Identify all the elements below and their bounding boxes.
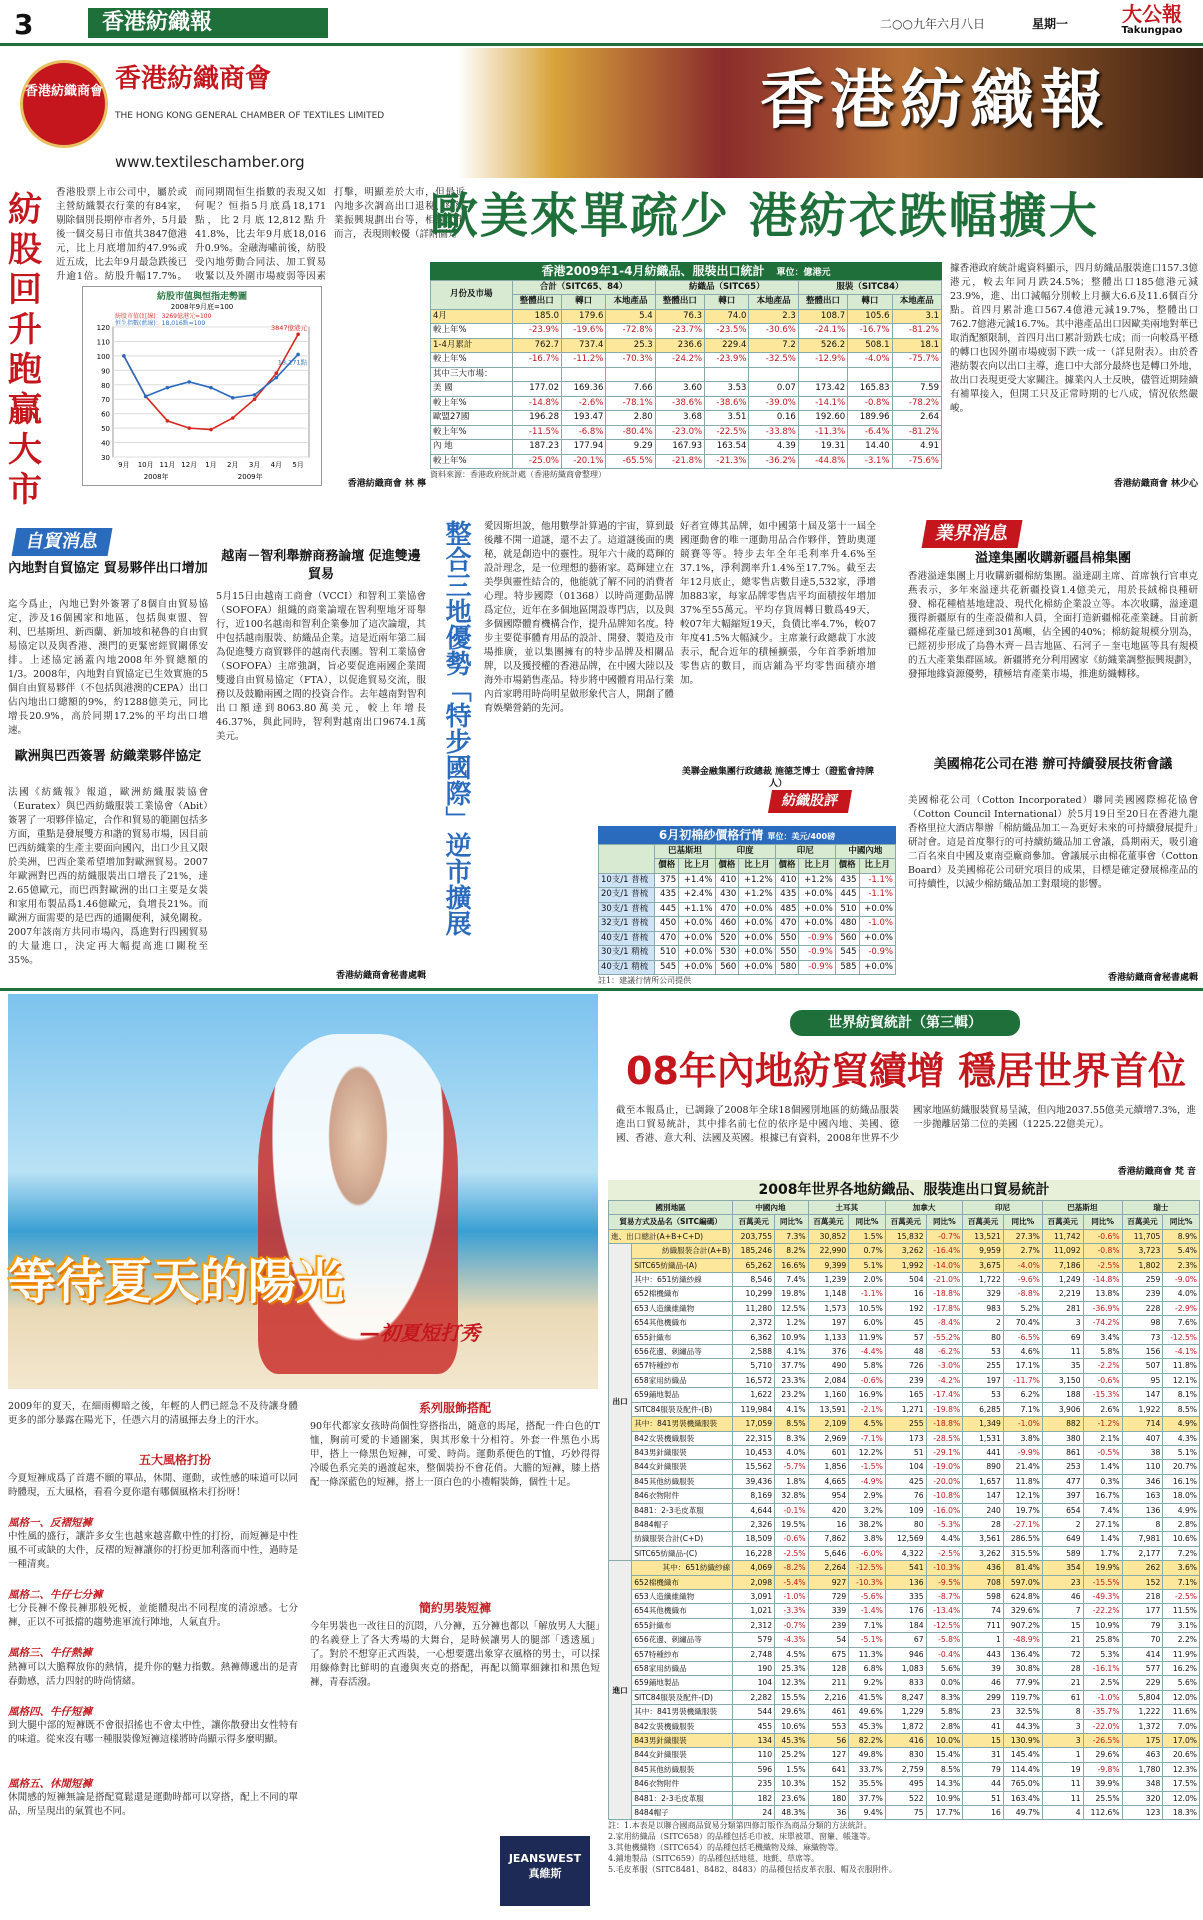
table-row: 842女裝機織服裝 22,315 8.3% 2,969 -7.1% 173 -28.5% 1,531 3.8% 380 2.1% 407 4.3% bbox=[609, 1431, 1200, 1445]
chart-subtitle: 2008年9月底=100 bbox=[170, 303, 234, 311]
table-row: 進、出口總計(A+B+C+D) 203,755 7.3% 30,852 1.5% 15,832 -0.7% 13,521 27.3% 11,742 -0.6% 11,705 8.9% bbox=[609, 1229, 1200, 1243]
x-tick-label: 1月 bbox=[205, 461, 217, 469]
data-point bbox=[166, 386, 170, 390]
style3-heading: 風格三、牛仔熱褲 bbox=[8, 1647, 92, 1660]
table-row: 656花邊、刺繡品等 2,588 4.1% 376 -4.4% 48 -6.2% 53 4.6% 11 5.8% 156 -4.1% bbox=[609, 1345, 1200, 1359]
table-row: 8481：2-3毛皮革服 4,644 -0.1% 420 3.2% 109 -16.0% 240 19.7% 654 7.4% 136 4.9% bbox=[609, 1503, 1200, 1517]
table-row: 654其他機織布 1,021 -3.3% 339 -1.4% 176 -13.4% 74 329.6% 7 -22.2% 177 11.5% bbox=[609, 1604, 1200, 1618]
data-point bbox=[231, 396, 235, 400]
table-row: 653人造纖維織物 11,280 12.5% 1,573 10.5% 192 -17.8% 983 5.2% 281 -36.9% 228 -2.9% bbox=[609, 1301, 1200, 1315]
table-row: 其中：651紡織紗線 8,546 7.4% 1,239 2.0% 504 -21.0% 1,722 -9.6% 1,249 -14.8% 259 -9.0% bbox=[609, 1273, 1200, 1287]
table-row: 652棉機織布 10,299 19.8% 1,148 -1.1% 16 -18.8% 329 -8.8% 2,219 13.8% 239 4.0% bbox=[609, 1287, 1200, 1301]
banner-title: 香港紡織報 bbox=[760, 63, 1110, 138]
data-point bbox=[296, 353, 300, 357]
table-row: 657特種紗布 2,748 4.5% 675 11.3% 946 -0.4% 443 136.4% 72 5.3% 414 11.9% bbox=[609, 1647, 1200, 1661]
table-row: 較上年% -14.8% -2.6% -78.1% -38.6% -38.6% -39.0% -14.1% -0.8% -78.2% bbox=[431, 396, 942, 410]
t1-corner: 月份及市場 bbox=[431, 281, 513, 310]
t1-sub-5: 本地產品 bbox=[749, 295, 798, 309]
fabric-table-container bbox=[598, 826, 896, 986]
table-row: 1-4月累計 762.7 737.4 25.3 236.6 229.4 7.2 526.2 508.1 18.1 bbox=[431, 338, 942, 352]
y-tick-label: 120 bbox=[96, 324, 110, 332]
summer-subtitle: —初夏短打秀 bbox=[360, 1321, 480, 1345]
newspaper-logo: 大公報 Takungpao bbox=[1121, 2, 1183, 36]
ziwu-h1: 內地對自貿協定 貿易夥伴出口增加 bbox=[8, 561, 208, 576]
y-tick-label: 100 bbox=[96, 352, 110, 361]
style1-heading: 風格一、反褶短褲 bbox=[8, 1517, 92, 1529]
world-pill: 世界紡貿統計（第三輯） bbox=[790, 1010, 1020, 1036]
data-point bbox=[209, 428, 213, 432]
y-tick-label: 40 bbox=[101, 439, 110, 448]
table-row: 20支/1 普梳 435 +2.4% 430 +1.2% 435 +0.0% 445 -1.1% bbox=[599, 888, 896, 902]
table-row: 655針織布 2,312 -0.7% 239 7.1% 184 -12.5% 711 907.2% 15 10.9% 79 3.1% bbox=[609, 1618, 1200, 1632]
style2-heading: 風格二、牛仔七分褲 bbox=[8, 1589, 103, 1602]
x-group-label: 2009年 bbox=[237, 473, 263, 481]
lead-headline: 歐美來單疏少 港紡衣跌幅擴大 bbox=[430, 188, 1099, 244]
table1 bbox=[430, 280, 942, 469]
table-row: 656花邊、刺繡品等 579 -4.3% 54 -5.1% 67 -5.8% 1 -48.9% 21 25.8% 70 2.2% bbox=[609, 1633, 1200, 1647]
fabric-title-bar bbox=[598, 826, 896, 844]
table-row: 844女針織服裝 110 25.2% 127 49.8% 830 15.4% 31 145.4% 1 29.6% 463 20.6% bbox=[609, 1748, 1200, 1762]
fabric-table: 巴基斯坦 印度 印尼 中國內地 價格 比上月 價格 比上月 價格 比上月 價格 比上月 10支/1 普梳 375 +1.4% 410 +1.2% 410 +1.2% 435 -1.1% 20支/1 普梳 435 +2.4% 430 +1.2% 435 +0.0% 445 -1.1% 30支/1 普梳 445 +1.1% 470 +0.0% 485 +0.0% 510 +0.0% 32支/1 普梳 450 +0.0% 460 +0.0% 470 +0.0% 480 -1.0% 40支/1 普梳 470 +0.0% 520 +0.0% 550 -0.9% 560 +0.0% 30支/1 精梳 510 +0.0% 530 +0.0% 550 -0.9% 545 -0.9% 40支/1 精梳 545 +0.0% 560 +0.0% 580 -0.9% 585 +0.0% bbox=[598, 844, 896, 975]
lead-body: 據香港政府統計處資料顯示，四月紡織品服裝進口157.3億港元，較去年同月跌24.5%；整體出口185億港元減23.9%，進、出口減幅分別較上月擴大6.6及11.6個百分點。首四月累計進口567.4億港元減19.7%，整體出口762.7億港元減16.7%。其中港產品出口因歐美兩地對華已取消配額限制，首四月出口累計勁跌七成；而一向較爲平穩的轉口也因外圍市場疲弱下跌一成一（詳見附表）。由於香港紡製衣向以出口主導，進口中大部分最終也是轉口外地，故出口表現更受大家關注。據業內人士反映，儘管近期陸續有補單接入，但開工只及正常時期的七八成，情況依然嚴峻。 bbox=[950, 263, 1198, 414]
x-tick-label: 12月 bbox=[181, 461, 198, 469]
table-row: 30支/1 普梳 445 +1.1% 470 +0.0% 485 +0.0% 510 +0.0% bbox=[599, 902, 896, 916]
table-row: 843男針織服裝 10,453 4.0% 601 12.2% 51 -29.1% 441 -9.9% 861 -0.5% 38 5.1% bbox=[609, 1445, 1200, 1459]
table-row: 其中：841男裝機織服裝 17,059 8.5% 2,109 4.5% 255 -18.8% 1,349 -1.0% 882 -1.2% 714 4.9% bbox=[609, 1417, 1200, 1431]
summer-body1: 今夏短褲成爲了首選不願的單品，休閒、運動，或性感的味道可以同時體現，五大風格，看看今夏你還有哪個風格未打扮呀！ bbox=[8, 1473, 298, 1498]
ziwu-h3: 越南－智利舉辦商務論壇 促進雙邊貿易 bbox=[221, 549, 421, 582]
y-tick-label: 30 bbox=[101, 454, 110, 462]
summer-intro: 2009年的夏天，在細雨柳暗之後，年輕的人們已經急不及待讓身體更多的部分暴露在陽光下，任憑六月的清風揮去身上的汗水。 bbox=[8, 1401, 298, 1426]
data-label: 18,171點 bbox=[277, 358, 307, 367]
table2-note: 註：1.本表是以聯合國商品貿易分類第四修訂版作為商品分類的方法統計。 bbox=[608, 1821, 872, 1831]
table-row: 8481：2-3毛皮革服 182 23.6% 180 37.7% 522 10.9% 51 163.4% 11 25.5% 320 12.0% bbox=[609, 1791, 1200, 1805]
chart-stock-value bbox=[82, 286, 322, 486]
table-row: SITC84服裝及配件-(B) 119,984 4.1% 13,591 -2.1% 1,271 -19.8% 6,285 7.1% 3,906 2.6% 1,922 8.5% bbox=[609, 1402, 1200, 1416]
y-tick-label: 80 bbox=[101, 381, 110, 390]
x-tick-label: 9月 bbox=[118, 461, 130, 469]
t1-group-1: 紡織品（SITC65） bbox=[655, 281, 798, 295]
t1-sub-2: 本地產品 bbox=[606, 295, 655, 309]
x-tick-label: 4月 bbox=[270, 461, 283, 469]
fabric-group-2: 印尼 bbox=[775, 845, 835, 859]
table-row: 40支/1 精梳 545 +0.0% 560 +0.0% 580 -0.9% 585 +0.0% bbox=[599, 960, 896, 974]
fabric-group-3: 中國內地 bbox=[835, 845, 895, 859]
style2-body: 七分長褲不像長褲那般死板，並能體現出不同程度的清涼感。七分褲，正以不可抵擋的趨勢進軍流行陣地，人氣直升。 bbox=[8, 1603, 298, 1629]
data-point bbox=[275, 371, 279, 375]
brand-cn: 真維斯 bbox=[528, 1866, 562, 1880]
ziwu-byline: 香港紡織商會秘書處輯 bbox=[335, 971, 426, 981]
t1-group-0: 合計（SITC65、84） bbox=[512, 281, 655, 295]
table-row: 842女裝機織服裝 455 10.6% 553 45.3% 1,872 2.8% 41 44.3% 3 -22.0% 1,372 7.0% bbox=[609, 1719, 1200, 1733]
summer-body2: 90年代都家女孩時尚個性穿搭指出，隨意的馬尾，搭配一件白色的T恤，胸前可愛的卡通圖案，與其形象十分相符。外套一件黑色小馬甲，搭上一條黑色短褲，可愛、時尚。運動系便色的T恤，巧妙得得冷暖色系完美的過渡起來，整個裝扮不會花俏。大膽的短褲，膝上搭配一條深藍色的短褲，搭上一頂白色的小禮帽裝飾，個性十足。 bbox=[310, 1421, 600, 1488]
data-point bbox=[253, 397, 257, 401]
table1-title: 香港2009年1-4月紡織品、服裝出口統計 bbox=[541, 264, 765, 278]
summer-styles bbox=[8, 1516, 298, 1916]
table-row: SITC65紡織品-(C) 16,228 -2.5% 5,646 -6.0% 4,322 -2.5% 3,262 315.5% 589 1.7% 2,177 7.2% bbox=[609, 1546, 1200, 1560]
industry-h1: 溢達集團收購新疆昌棉集團 bbox=[974, 551, 1131, 566]
table-row: 655針織布 6,362 10.9% 1,133 11.9% 57 -55.2% 80 -6.5% 69 3.4% 73 -12.5% bbox=[609, 1330, 1200, 1344]
table-row: 846衣物附件 235 10.3% 152 35.5% 495 14.3% 44 765.0% 11 39.9% 348 17.5% bbox=[609, 1777, 1200, 1791]
table-row: 658家用紡織品 190 25.3% 128 6.8% 1,083 5.6% 39 30.8% 28 -16.1% 577 16.2% bbox=[609, 1662, 1200, 1676]
t2-corner: 國別地區 bbox=[609, 1201, 733, 1215]
data-point bbox=[275, 376, 279, 380]
table-row: 進口 其中：651紡織紗線 4,069 -8.2% 2,264 -12.5% 541 -10.3% 436 81.4% 354 19.9% 262 3.6% bbox=[609, 1561, 1200, 1575]
style5-body: 休閒感的短褲無論是搭配寬鬆還是運動時都可以穿搭，配上不同的單品，所呈現出的氣質也不同。 bbox=[8, 1791, 298, 1817]
t1-sub-4: 轉口 bbox=[705, 295, 749, 309]
table-row: 653人造纖維織物 3,091 -1.0% 729 -5.6% 335 -8.7% 598 624.8% 46 -49.3% 218 -2.5% bbox=[609, 1589, 1200, 1603]
table-row: 658家用紡織品 16,572 23.3% 2,084 -0.6% 239 -4.2% 197 -11.7% 3,150 -0.6% 95 12.1% bbox=[609, 1373, 1200, 1387]
industry-tag: 業界消息 bbox=[922, 520, 1023, 548]
feature-vertical-title: 整合三地優勢「特步國際」逆市擴展 bbox=[441, 520, 472, 936]
t2-country-1: 土耳其 bbox=[808, 1201, 885, 1215]
table-row: 其中三大市場： bbox=[431, 367, 942, 381]
t2-country-0: 中國內地 bbox=[733, 1201, 808, 1215]
legend-entry: 恒生指數(藍線)：18,016點=100 bbox=[115, 320, 206, 327]
table-row: 出口 紡織服裝合計(A+B) 185,246 8.2% 22,990 0.7% 3,262 -16.4% 9,959 2.7% 11,092 -0.8% 3,723 5.4% bbox=[609, 1244, 1200, 1258]
issue-date: 二○○九年六月八日 bbox=[880, 17, 985, 31]
table-row: 其中：841男裝機織服裝 544 29.6% 461 49.6% 1,229 5.8% 23 32.5% 8 -35.7% 1,222 11.6% bbox=[609, 1705, 1200, 1719]
chamber-name-en: THE HONG KONG GENERAL CHAMBER OF TEXTILES LIMITED bbox=[115, 111, 385, 121]
story1-body: 香港股票上市公司中，屬於或主營紡織製衣行業的有84家，剔除個別長期停市者外，5月最後一個交易日市值共3847億港元，比上月底增加約47.9%或近五成，比去年9月最急跌後已升逾1倍。紡股升幅17.7%。而同期間恒生指數的表現又如何呢？恒指5月底爲18,171點，比2月底12,812點升41.8%，比去年9月底18,016升0.9%。金融海嘯前後，紡股受內地勞動合同法、加工貿易收緊以及外圍市場疲弱等因素打擊，明顯差於大市，但最近內地多次調高出口退稅、紡織業振興規劃出台等，相對大市而言，表現則較優（詳附圖）。 bbox=[56, 187, 465, 282]
style3-body: 熱褲可以大膽釋放你的熱情，提升你的魅力指數。熱褲傳遞出的是青春動感，活力四射的時尚情緒。 bbox=[8, 1661, 298, 1687]
issue-weekday: 星期一 bbox=[1032, 17, 1069, 31]
table-row: 較上年% -11.5% -6.8% -80.4% -23.0% -22.5% -33.8% -11.3% -6.4% -81.2% bbox=[431, 425, 942, 439]
t1-sub-3: 整體出口 bbox=[655, 295, 704, 309]
t1-sub-7: 轉口 bbox=[848, 295, 892, 309]
table-row: SITC84服裝及配件-(D) 2,282 15.5% 2,216 41.5% 8,247 8.3% 299 119.7% 61 -1.0% 5,804 12.0% bbox=[609, 1690, 1200, 1704]
table-row: 10支/1 普梳 375 +1.4% 410 +1.2% 410 +1.2% 435 -1.1% bbox=[599, 873, 896, 887]
table1-container bbox=[430, 262, 942, 510]
table-row: 美 國 177.02 169.36 7.66 3.60 3.53 0.07 173.42 165.83 7.59 bbox=[431, 382, 942, 396]
ziwu-body1: 迄今爲止，內地已對外簽署了8個自由貿易協定，涉及16個國家和地區，包括與東盟、智利、巴基斯坦、新西蘭、新加坡和秘魯的自由貿易協定以及與香港、澳門的更緊密經貿關係安排。上述協定涵蓋內地2008年外貿總額的1/3。2008年，內地對自貿協定已生效實施的5個自由貿易夥伴（不包括與港澳的CEPA）出口佔內地出口總額的9%，約1288億美元，同比增長20.9%，高於同期17.2%的平均出口增速。 bbox=[8, 599, 208, 736]
table-row: 844女針織服裝 15,562 -5.7% 1,856 -1.5% 104 -19.0% 890 21.4% 253 1.4% 110 20.7% bbox=[609, 1460, 1200, 1474]
data-point bbox=[209, 386, 213, 390]
ziwu-tag: 自貿消息 bbox=[12, 528, 113, 556]
t1-sub-1: 轉口 bbox=[561, 295, 605, 309]
t1-sub-0: 整體出口 bbox=[512, 295, 561, 309]
table2-note: 2.家用紡織品（SITC658）的品種包括毛巾被、床單被罩、窗簾、帳篷等。 bbox=[608, 1832, 875, 1842]
summer-h1: 五大風格打扮 bbox=[138, 1453, 211, 1467]
industry-byline: 香港紡織商會秘書處輯 bbox=[1107, 973, 1198, 983]
table-row: 內 地 187.23 177.94 9.29 167.93 163.54 4.39 19.31 14.40 4.91 bbox=[431, 440, 942, 454]
table-row: SITC65紡織品-(A) 65,262 16.6% 9,399 5.1% 1,992 -14.0% 3,675 -4.0% 7,186 -2.5% 1,802 2.3% bbox=[609, 1258, 1200, 1272]
table2-title-bar bbox=[608, 1180, 1200, 1200]
data-point bbox=[253, 393, 257, 397]
table-row: 8484帽子 24 48.3% 36 9.4% 75 17.7% 16 49.7% 4 112.6% 123 18.3% bbox=[609, 1806, 1200, 1820]
story1-headline: 紡股回升 跑贏大市 bbox=[8, 190, 42, 510]
brand-en: JEANSWEST bbox=[508, 1852, 582, 1865]
table-row: 654其他機織布 2,372 1.2% 197 6.0% 45 -8.4% 2 70.4% 3 -74.2% 98 7.6% bbox=[609, 1316, 1200, 1330]
summer-body3: 今年男裝也一改往日的沉悶，八分褲，五分褲也都以「解放男人大腿」的名義登上了各大秀場的大舞台，是時候讓男人的腿部「透透風」了。對於不想穿正式西裝，一心想要選出象穿衣風格的男士，可以採用線條對比鮮明的直邊與夾克的搭配，再配以簡單細鍊扣和黑色短褲，青春活潑。 bbox=[310, 1621, 600, 1688]
data-point bbox=[166, 419, 170, 423]
feature-byline: 美聯金融集團行政總裁 施德芝博士（證監會持牌人） bbox=[681, 767, 875, 790]
feature-body2: 好者宣傳其品牌，如中國第十屆及第十一屆全國運動會的唯一運動用品合作夥伴，贊助奧運競賽等等。特步去年全年毛利率升4.6%至37.1%，淨利潤率升1.4%至17.7%。截至去年12月底止，總零售店數目達5,532家，淨增加883家，每家品牌零售店平均面積按年增加37%至55萬元。平均存貨周轉日數爲49天，較07年大幅縮短19天，負債比率4.7%，較07年度41.5%大幅減少。主席兼行政總裁丁水波表示，配合近年的積極擴張，今年首季新增加零售店的數目，而店鋪為平均零售面積亦增加。 bbox=[680, 521, 876, 686]
data-label: 3847億港元 bbox=[270, 324, 307, 333]
table-row: 659鋪地製品 1,622 23.2% 1,160 16.9% 165 -17.4% 53 6.2% 188 -15.3% 147 8.1% bbox=[609, 1388, 1200, 1402]
chamber-banner bbox=[0, 48, 1203, 178]
industry-body1: 香港溢達集團上月收購新疆棉紡集團。溢達副主席、首席執行官車克燕表示，多年來溢達共花新疆投資1.4億美元，用於長絨棉良種研發、棉花種植基地建設、現代化棉紡企業設立等。本次收購，溢達還獲得新疆原有的生產設備和人員，全面打造新疆棉花產業鏈。目前新疆棉花產量已經達到301萬噸，佔全國的40%；棉紡錠規模分別為，已經初步形成了烏魯木齊－昌吉地區、石河子－奎屯地區等具有規模的五大產業集群區域。新疆將充分利用國家《紡織業調整振興規劃》，發揮地緣資源優勢，積極培育產業市場，推進紡織轉移。 bbox=[908, 571, 1198, 680]
style5-heading: 風格五、休閒短褲 bbox=[8, 1777, 92, 1790]
table-row: 652棉機織布 2,098 -5.4% 927 -10.3% 136 -9.5% 708 597.0% 23 -15.5% 152 7.1% bbox=[609, 1575, 1200, 1589]
table1-unit: 單位：億港元 bbox=[776, 268, 831, 278]
story1-byline: 香港紡織商會 林 檸 bbox=[347, 479, 426, 489]
chamber-name-cn: 香港紡織商會 bbox=[115, 64, 272, 94]
feature-body: 愛因斯坦說，他用數學計算過的宇宙，算到最後離不開一道謎，還不去了。這道謎後面的奧秘，就是創造中的靈性。現年六十歲的葛輝的設計理念，是一位理想的藝術家。葛輝建立在美學與靈性結合的，他能就了解不同的消費者心理。特步國際（01368）以時尚運動品牌爲定位，近年在多個地區開設專門店，以及與多個國際體育機構合作，提升品牌知名度。特步主要從事體育用品的設計、開發、製造及市場推廣，並以集團擁有的特步品牌及相關品牌，以及獲授權的香港品牌，在中國大陸以及海外市場銷售產品。特步將中國體育用品行業內首家聘用時尚明星做形象代言人，開創了體育娛樂營銷的先河。 bbox=[484, 521, 675, 714]
chart-svg bbox=[83, 287, 321, 485]
table2-title: 2008年世界各地紡織品、服裝進出口貿易統計 bbox=[758, 1182, 1050, 1198]
table-row: 4月 185.0 179.6 5.4 76.3 74.0 2.3 108.7 105.6 3.1 bbox=[431, 309, 942, 323]
page-number: 3 bbox=[14, 6, 50, 40]
table-row: 843男針織服裝 134 45.3% 56 82.2% 416 10.0% 15 130.9% 3 -26.5% 175 17.0% bbox=[609, 1734, 1200, 1748]
x-tick-label: 3月 bbox=[248, 461, 261, 469]
ziwu-h2: 歐洲與巴西簽署 紡織業夥伴協定 bbox=[14, 749, 202, 764]
chart-title: 紡股市值與恒指走勢圖 bbox=[156, 292, 248, 302]
y-tick-label: 70 bbox=[101, 396, 110, 405]
table-row: 8484帽子 2,326 19.5% 16 38.2% 80 -5.3% 28 -27.1% 2 27.1% 8 2.8% bbox=[609, 1517, 1200, 1531]
summer-h2: 系列服飾搭配 bbox=[418, 1401, 491, 1415]
fabric-group-0: 巴基斯坦 bbox=[655, 845, 715, 859]
data-point bbox=[122, 354, 126, 358]
table-row: 845其他紡織服裝 596 1.5% 641 33.7% 2,759 8.5% 79 114.4% 19 -9.8% 1,780 12.3% bbox=[609, 1762, 1200, 1776]
lead-byline: 香港紡織商會 林少心 bbox=[1113, 479, 1198, 489]
style4-heading: 風格四、牛仔短褲 bbox=[8, 1705, 92, 1718]
data-point bbox=[296, 332, 300, 336]
summer-title: 等待夏天的陽光 bbox=[8, 1254, 345, 1310]
fabric-unit: 單位：美元/400磅 bbox=[767, 832, 836, 841]
world-byline: 香港紡織商會 梵 音 bbox=[1117, 1167, 1196, 1177]
table-row: 32支/1 普梳 450 +0.0% 460 +0.0% 470 +0.0% 480 -1.0% bbox=[599, 917, 896, 931]
ziwu-body3: 5月15日由越南工商會（VCCI）和智利工業協會（SOFOFA）組織的商業論壇在智利聖地牙哥舉行，近100名越南和智利企業參加了這次論壇，其中包括越南服裝、紡織品企業。這是近兩年第二屆為促進雙方商貿夥伴的越南代表團。智利工業協會（SOFOFA）主席強調，旨必要促進兩國企業間雙邊自由貿易協定（FTA），以促進貿易交流，服務以及鼓勵兩國之間的投資合作。去年越南對智利出口額達到8063.80萬美元，較上年增長46.37%，與此同時，智利對越南出口9674.1萬美元。 bbox=[216, 591, 426, 742]
fabric-note: 註1：建議行情所公司提供 bbox=[598, 976, 692, 986]
y-tick-label: 110 bbox=[96, 338, 110, 347]
section-divider bbox=[0, 988, 1203, 991]
t2-country-2: 加拿大 bbox=[885, 1201, 962, 1215]
table-row: 845其他紡織服裝 39,436 1.8% 4,665 -4.9% 425 -20.0% 1,657 11.8% 477 0.3% 346 16.1% bbox=[609, 1474, 1200, 1488]
table2-notes bbox=[608, 1820, 1200, 1875]
x-tick-label: 5月 bbox=[292, 461, 304, 469]
table-row: 較上年% -16.7% -11.2% -70.3% -24.2% -23.9% -32.5% -12.9% -4.0% -75.7% bbox=[431, 353, 942, 367]
table2: 國別地區 中國內地 土耳其 加拿大 印尼 巴基斯坦 瑞士 貿易方式及品名（SITC編碼） 百萬美元 同比% 百萬美元 同比% 百萬美元 同比% 百萬美元 同比% 百萬美元 同比% 百萬美元 同比% 進、出口總計(A+B+C+D) 203,755 7.3% 30,852 1.5% 15,832 -0.7% 13,521 27.3% 11,742 -0.6% 11,705 8.9% 出口 紡織服裝合計(A+B) 185,246 8.2% 22,990 0.7% 3,262 -16.4% 9,959 2.7% 11,092 -0.8% 3,723 5.4% SITC65紡織品-(A) 65,262 16.6% 9,399 5.1% 1,992 -14.0% 3,675 -4.0% 7,186 -2.5% 1,802 2.3% 其中：651紡織紗線 8,546 7.4% 1,239 2.0% 504 -21.0% 1,722 -9.6% 1,249 -14.8% 259 -9.0% 652棉機織布 10,299 19.8% 1,148 -1.1% 16 -18.8% 329 -8.8% 2,219 13.8% 239 4.0% 653人造纖維織物 11,280 12.5% 1,573 10.5% 192 -17.8% 983 5.2% 281 -36.9% 228 -2.9% 654其他機織布 2,372 1.2% 197 6.0% 45 -8.4% 2 70.4% 3 -74.2% 98 7.6% 655針織布 6,362 10.9% 1,133 11.9% 57 -55.2% 80 -6.5% 69 3.4% 73 -12.5% 656花邊、刺繡品等 2,588 4.1% 376 -4.4% 48 -6.2% 53 4.6% 11 5.8% 156 -4.1% 657特種紗布 5,710 37.7% 490 5.8% 726 -3.0% 255 17.1% 35 -2.2% 507 11.8% 658家用紡織品 16,572 23.3% 2,084 -0.6% 239 -4.2% 197 -11.7% 3,150 -0.6% 95 12.1% 659鋪地製品 1,622 23.2% 1,160 16.9% 165 -17.4% 53 6.2% 188 -15.3% 147 8.1% SITC84服裝及配件-(B) 119,984 4.1% 13,591 -2.1% 1,271 -19.8% 6,285 7.1% 3,906 2.6% 1,922 8.5% 其中：841男裝機織服裝 17,059 8.5% 2,109 4.5% 255 -18.8% 1,349 -1.0% 882 -1.2% 714 4.9% 842女裝機織服裝 22,315 8.3% 2,969 -7.1% 173 -28.5% 1,531 3.8% 380 2.1% 407 4.3% 843男針織服裝 10,453 4.0% 601 12.2% 51 -29.1% 441 -9.9% 861 -0.5% 38 5.1% 844女針織服裝 15,562 -5.7% 1,856 -1.5% 104 -19.0% 890 21.4% 253 1.4% 110 20.7% 845其他紡織服裝 39,436 1.8% 4,665 -4.9% 425 -20.0% 1,657 11.8% 477 0.3% 346 16.1% 846衣物附件 8,169 32.8% 954 2.9% 76 -10.8% 147 12.1% 397 16.7% 163 18.0% 8481：2-3毛皮革服 4,644 -0.1% 420 3.2% 109 -16.0% 240 19.7% 654 7.4% 136 4.9% 8484帽子 2,326 19.5% 16 38.2% 80 -5.3% 28 -27.1% 2 27.1% 8 2.8% 紡織服裝合計(C+D) 18,509 -0.6% 7,862 3.8% 12,569 4.4% 3,561 286.5% 649 1.4% 7,981 10.6% SITC65紡織品-(C) 16,228 -2.5% 5,646 -6.0% 4,322 -2.5% 3,262 315.5% 589 1.7% 2,177 7.2% 進口 其中：651紡織紗線 4,069 -8.2% 2,264 -12.5% 541 -10.3% 436 81.4% 354 19.9% 262 3.6% 652棉機織布 2,098 -5.4% 927 -10.3% 136 -9.5% 708 597.0% 23 -15.5% 152 7.1% 653人造纖維織物 3,091 -1.0% 729 -5.6% 335 -8.7% 598 624.8% 46 -49.3% 218 -2.5% 654其他機織布 1,021 -3.3% 339 -1.4% 176 -13.4% 74 329.6% 7 -22.2% 177 11.5% 655針織布 2,312 -0.7% 239 7.1% 184 -12.5% 711 907.2% 15 10.9% 79 3.1% 656花邊、刺繡品等 579 -4.3% 54 -5.1% 67 -5.8% 1 -48.9% 21 25.8% 70 2.2% 657特種紗布 2,748 4.5% 675 11.3% 946 -0.4% 443 136.4% 72 5.3% 414 11.9% 658家用紡織品 190 25.3% 128 6.8% 1,083 5.6% 39 30.8% 28 -16.1% 577 16.2% 659鋪地製品 104 12.3% 211 9.2% 833 0.0% 46 77.9% 21 2.5% 229 5.6% SITC84服裝及配件-(D) 2,282 15.5% 2,216 41.5% 8,247 8.3% 299 119.7% 61 -1.0% 5,804 12.0% 其中：841男裝機織服裝 544 29.6% 461 49.6% 1,229 5.8% 23 32.5% 8 -35.7% 1,222 11.6% 842女裝機織服裝 455 10.6% 553 45.3% 1,872 2.8% 41 44.3% 3 -22.0% 1,372 7.0% 843男針織服裝 134 45.3% 56 82.2% 416 10.0% 15 130.9% 3 -26.5% 175 17.0% 844女針織服裝 110 25.2% 127 49.8% 830 15.4% 31 145.4% 1 29.6% 463 20.6% 845其他紡織服裝 596 1.5% 641 33.7% 2,759 8.5% 79 114.4% 19 -9.8% 1,780 12.3% 846衣物附件 235 10.3% 152 35.5% 495 14.3% 44 765.0% 11 39.9% 348 17.5% 8481：2-3毛皮革服 182 23.6% 180 37.7% 522 10.9% 51 163.4% 11 25.5% 320 12.0% 8484帽子 24 48.3% 36 9.4% 75 17.7% 16 49.7% 4 112.6% 123 18.3% bbox=[608, 1200, 1200, 1820]
table-row: 歐盟27國 196.28 193.47 2.80 3.68 3.51 0.16 192.60 189.96 2.64 bbox=[431, 411, 942, 425]
table2-note: 5.毛皮革服（SITC8481、8482、8483）的品種包括皮革衣服、帽及衣服附件。 bbox=[608, 1865, 897, 1875]
data-point bbox=[187, 426, 191, 430]
jeanswest-logo bbox=[500, 1836, 590, 1906]
table1-source: 資料來源：香港政府統計處（香港紡織商會整理） bbox=[430, 470, 606, 480]
section-name: 香港紡織報 bbox=[88, 8, 328, 38]
t2-country-4: 巴基斯坦 bbox=[1042, 1201, 1122, 1215]
chamber-url[interactable]: www.textileschamber.org bbox=[115, 153, 305, 171]
table-row: 657特種紗布 5,710 37.7% 490 5.8% 726 -3.0% 255 17.1% 35 -2.2% 507 11.8% bbox=[609, 1359, 1200, 1373]
table1-title-bar bbox=[430, 262, 942, 280]
y-tick-label: 90 bbox=[101, 367, 110, 376]
table2-note: 3.其他機織物（SITC654）的品種包括毛機織物及絲、麻織物等。 bbox=[608, 1843, 843, 1853]
table-row: 659鋪地製品 104 12.3% 211 9.2% 833 0.0% 46 77.9% 21 2.5% 229 5.6% bbox=[609, 1676, 1200, 1690]
x-tick-label: 11月 bbox=[159, 461, 176, 469]
world-body: 截至本報爲止，已調錄了2008年全球18個國別地區的紡織品服裝進出口貿易統計，其中排名前七位的依序是中國內地、美國、德國、香港、意大利、法國及英國。根據已有資料，2008年世界不少國家地區紡織服裝貿易呈減，但內地2037.55億美元續增7.3%，進一步拋離居第二位的美國（1225.22億美元）。 bbox=[616, 1105, 1196, 1144]
fabric-group-1: 印度 bbox=[715, 845, 775, 859]
t1-group-2: 服裝（SITC84） bbox=[798, 281, 941, 295]
data-point bbox=[144, 395, 148, 399]
legend-entry: 紡股市值(紅線)：3269億港元=100 bbox=[115, 313, 212, 320]
plot-area bbox=[113, 327, 309, 457]
table-row: 較上年% -23.9% -19.6% -72.8% -23.7% -23.5% -30.6% -24.1% -16.7% -81.2% bbox=[431, 324, 942, 338]
x-group-label: 2008年 bbox=[143, 473, 169, 481]
table-row: 紡織服裝合計(C+D) 18,509 -0.6% 7,862 3.8% 12,569 4.4% 3,561 286.5% 649 1.4% 7,981 10.6% bbox=[609, 1532, 1200, 1546]
t2-country-5: 瑞士 bbox=[1122, 1201, 1199, 1215]
summer-h3: 簡約男裝短褲 bbox=[418, 1601, 491, 1615]
y-tick-label: 60 bbox=[101, 410, 110, 419]
fabric-tag: 紡織股評 bbox=[768, 790, 852, 813]
table-row: 40支/1 普梳 470 +0.0% 520 +0.0% 550 -0.9% 560 +0.0% bbox=[599, 931, 896, 945]
y-tick-label: 50 bbox=[101, 425, 110, 434]
style1-body: 中性風的盛行，讓許多女生也越來越喜歡中性的打扮，而短褲是中性風不可或缺的大件，反褶的短褲讓你的打扮更加利落而中性，過時是一種清爽。 bbox=[8, 1531, 298, 1571]
chamber-emblem: 香港紡織商會 bbox=[20, 60, 108, 148]
table-row: 較上年% -25.0% -20.1% -65.5% -21.8% -21.3% -36.2% -44.8% -3.1% -75.6% bbox=[431, 454, 942, 468]
x-tick-label: 10月 bbox=[137, 461, 154, 469]
industry-body2: 美國棉花公司（Cotton Incorporated）聯同美國國際棉花協會（Cotton Council International）於5月19日至20日在香港九龍香格里拉大酒店舉辦「棉紡織品加工－為更好未來的可持續發展提升」研討會。這是首度舉行的可持續紡織品加工會議，爲期兩天，吸引逾二百名來自中國及東南亞廠商參加。會議展示由棉花董事會（Cotton Board）及美國棉花公司研究項目的成果，目標是確定發展棉產品的可持續性，以減少棉紡織品加工對環境的影響。 bbox=[908, 795, 1198, 890]
t2-country-3: 印尼 bbox=[963, 1201, 1043, 1215]
data-point bbox=[231, 416, 235, 420]
world-headline: 08年內地紡貿續增 穩居世界首位 bbox=[625, 1049, 1187, 1093]
t1-sub-8: 本地產品 bbox=[892, 295, 941, 309]
table-row: 30支/1 精梳 510 +0.0% 530 +0.0% 550 -0.9% 545 -0.9% bbox=[599, 946, 896, 960]
story1-body-cont bbox=[330, 186, 430, 486]
table-row: 846衣物附件 8,169 32.8% 954 2.9% 76 -10.8% 147 12.1% 397 16.7% 163 18.0% bbox=[609, 1489, 1200, 1503]
data-point bbox=[187, 380, 191, 384]
t1-sub-6: 整體出口 bbox=[798, 295, 847, 309]
style4-body: 到大腿中部的短褲既不會很招搖也不會太中性，讓你散發出女性特有的味道。從來沒有哪一種服裝像短褲這樣將時尚顯示得多麼明顯。 bbox=[8, 1719, 298, 1745]
table2-container bbox=[608, 1180, 1200, 1875]
table2-note: 4.鋪地製品（SITC659）的品種包括地毯、地氈、草席等。 bbox=[608, 1854, 819, 1864]
fabric-title: 6月初棉紗價格行情 bbox=[658, 828, 764, 842]
x-tick-label: 2月 bbox=[227, 461, 239, 469]
industry-h2: 美國棉花公司在港 辦可持續發展技術會議 bbox=[933, 757, 1173, 772]
ziwu-body2: 法國《紡織報》報道，歐洲紡織服裝協會（Euratex）與巴西紡織服裝工業協會（Abit）簽署了一項夥伴協定，合作和貿易的範圍包括多方面，重點是發展雙方和諧的貿易市場，因目前巴西紡織業的生產主要面向國內，出口少且又限於美洲，巴西企業希望增加對歐洲貿易。2007年歐洲對巴西的紡織服裝出口增長了21%，達2.65億歐元，而巴西對歐洲的出口主要是女裝和家用布製品爲1.46億歐元，負增長21%。而歐洲方面需要的是巴西的通關便利，減免關稅。2007年該南方共同市場內，爲進對行四國貿易的大量進口，決定再大幅提高進口關稅至35%。 bbox=[8, 787, 208, 966]
